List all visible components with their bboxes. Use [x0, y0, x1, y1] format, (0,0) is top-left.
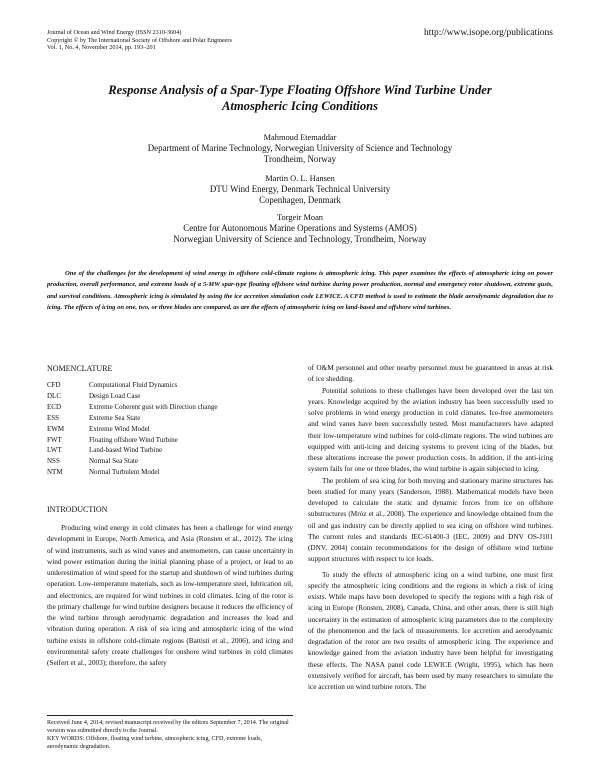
nomenclature-item: ESS Extreme Sea State	[47, 413, 141, 422]
introduction-heading: INTRODUCTION	[47, 505, 108, 515]
title-line-1: Response Analysis of a Spar-Type Floating Offshore Wind Turbine Under	[108, 83, 492, 97]
journal-line-3: Vol. 1, No. 4, November 2014, pp. 193–201	[47, 44, 156, 52]
nomenclature-item: LWT Land-based Wind Turbine	[47, 446, 163, 455]
author-affiliation: Centre for Autonomous Marine Operations and Systems (AMOS)	[183, 223, 417, 234]
journal-header	[47, 29, 232, 52]
author-affiliation: DTU Wind Energy, Denmark Technical University	[209, 184, 391, 195]
author-location: Copenhagen, Denmark	[259, 195, 341, 206]
journal-url[interactable]: http://www.isope.org/publications	[423, 28, 553, 38]
nomenclature-item: ECD Extreme Coherent gust with Direction change	[47, 402, 218, 411]
nomenclature-item: DLC Design Load Case	[47, 391, 141, 400]
right-paragraph-3: To study the effects of atmospheric icing on a wind turbine, one must first specify the atmospheric icing conditions and the regions in which a risk of icing exists. While maps have been developed to specify the regions with a high risk of icing in Europe (Ronsten, 2008), Canada, China, and other areas, there is still high uncertainty in the estimation of atmospheric icing parameters due to the complexity of the phenomenon and the lack of measurements. Ice accretion and aerodynamic degradation of the rotor are two results of atmospheric icing. The experience and knowledge gained from the aviation industry have been helpful for investigating these effects. The NASA panel code LEWICE (Wright, 1995), which has been extensively verified for aircraft, has been used by many researchers to simulate the ice accretion on wind turbine rotors. The	[308, 570, 553, 691]
right-paragraph-2: The problem of sea icing for both moving and stationary marine structures has been studied for many years (Sanderson, 1988). Mathematical models have been developed to calculate the static and dynamic forces from ice on offshore substructures (Mróz et al., 2008). The experience and knowledge obtained from the oil and gas industry can be directly applied to sea icing on offshore wind turbines. The current rules and standards IEC-61400-3 (IEC, 2009) and DNV OS-J101 (DNV, 2004) contain recommendations for the design of offshore wind turbine support structures with respect to ice loads.	[308, 476, 553, 564]
intro-paragraph-1: Producing wind energy in cold climates has been a challenge for wind energy development in Europe, North America, and Asia (Ronsten et al., 2012). The icing of wind instruments, such as wind vanes and anemometers, can cause uncertainty in wind power estimation during the initial planning phase of a project, or lead to an underestimation of wind speed for the startup and shutdown of wind turbines during operation. Low-temperature materials, such as low-temperature steel, lubrication oil, and electronics, are required for wind turbines in cold climates. Icing of the rotor is the primary challenge for wind turbine designers because it reduces the efficiency of the wind turbine through aerodynamic degradation and increases the load and vibration during operation. A risk of sea icing and atmospheric icing of the wind turbine exists in offshore cold-climate regions (Battisti et al., 2006), and icing and environmental safety create challenges for onshore wind turbines in cold climates (Seifert et al., 2003); therefore, the safety	[47, 524, 293, 668]
author-2	[40, 173, 560, 207]
title-line-2: Atmospheric Icing Conditions	[221, 99, 379, 113]
author-location: Trondheim, Norway	[263, 154, 337, 165]
author-name: Martin O. L. Hansen	[265, 174, 335, 183]
author-affiliation: Department of Marine Technology, Norwegian University of Science and Technology	[147, 143, 453, 154]
author-1	[40, 132, 560, 166]
right-column	[308, 363, 553, 693]
nomenclature-item: NSS Normal Sea State	[47, 457, 138, 466]
journal-line-1: Journal of Ocean and Wind Energy (ISSN 2310-3604)	[47, 29, 182, 36]
abstract: One of the challenges for the development of wind energy in offshore cold-climate regions is atmospheric icing. This paper examines the effects of atmospheric icing on power production, overall performance, and extreme loads of a 5-MW spar-type floating offshore wind turbine during power production, normal and emergency rotor shutdown, extreme gusts, and survival conditions. Atmospheric icing is simulated by using the ice accretion simulation code LEWICE. A CFD method is used to estimate the blade aerodynamic degradation due to icing. The effects of icing on one, two, or three blades are compared, as are the effects of atmospheric icing on land-based and offshore wind turbines.	[47, 270, 553, 311]
nomenclature-item: NTM Normal Turbulent Model	[47, 468, 160, 477]
footnote	[47, 715, 293, 752]
author-3	[40, 212, 560, 246]
right-paragraph-1: Potential solutions to these challenges have been developed over the last ten years. Knowledge acquired by the aviation industry has been successfully used to solve problems in wind energy production in cold climates. Ice-free anemometers and wind vanes have been successfully tested. Most manufacturers have adapted their low-temperature wind turbines for cold-climate regions. The wind turbines are equipped with anti-icing and deicing systems to prevent icing of the blades, but these alterations increase the power production costs. In addition, if the anti-icing system fails for one or three blades, the wind turbine is again subjected to icing.	[308, 386, 553, 474]
nomenclature-list	[47, 380, 293, 478]
keywords: KEY WORDS: Offshore, floating wind turbine, atmospheric icing, CFD, extreme loads, aerodynamic degradation.	[47, 735, 262, 750]
received-note: Received June 4, 2014; revised manuscript received by the editors September 7, 2014. The original version was submitted directly to the Journal.	[47, 720, 289, 734]
author-location: Norwegian University of Science and Technology, Trondheim, Norway	[173, 234, 427, 245]
nomenclature-item: FWT Floating offshore Wind Turbine	[47, 435, 178, 444]
paper-title	[40, 82, 560, 114]
journal-line-2: Copyright © by The International Society of Offshore and Polar Engineers	[47, 36, 232, 44]
nomenclature-item: EWM Extreme Wind Model	[47, 424, 150, 433]
left-column	[47, 363, 293, 669]
author-name: Mahmoud Etemaddar	[263, 133, 337, 142]
author-name: Torgeir Moan	[276, 213, 323, 222]
right-paragraph-0: of O&M personnel and other nearby personnel must be guaranteed in areas at risk of ice shedding.	[308, 364, 553, 384]
nomenclature-item: CFD Computational Fluid Dynamics	[47, 381, 178, 389]
nomenclature-heading: NOMENCLATURE	[47, 364, 113, 373]
